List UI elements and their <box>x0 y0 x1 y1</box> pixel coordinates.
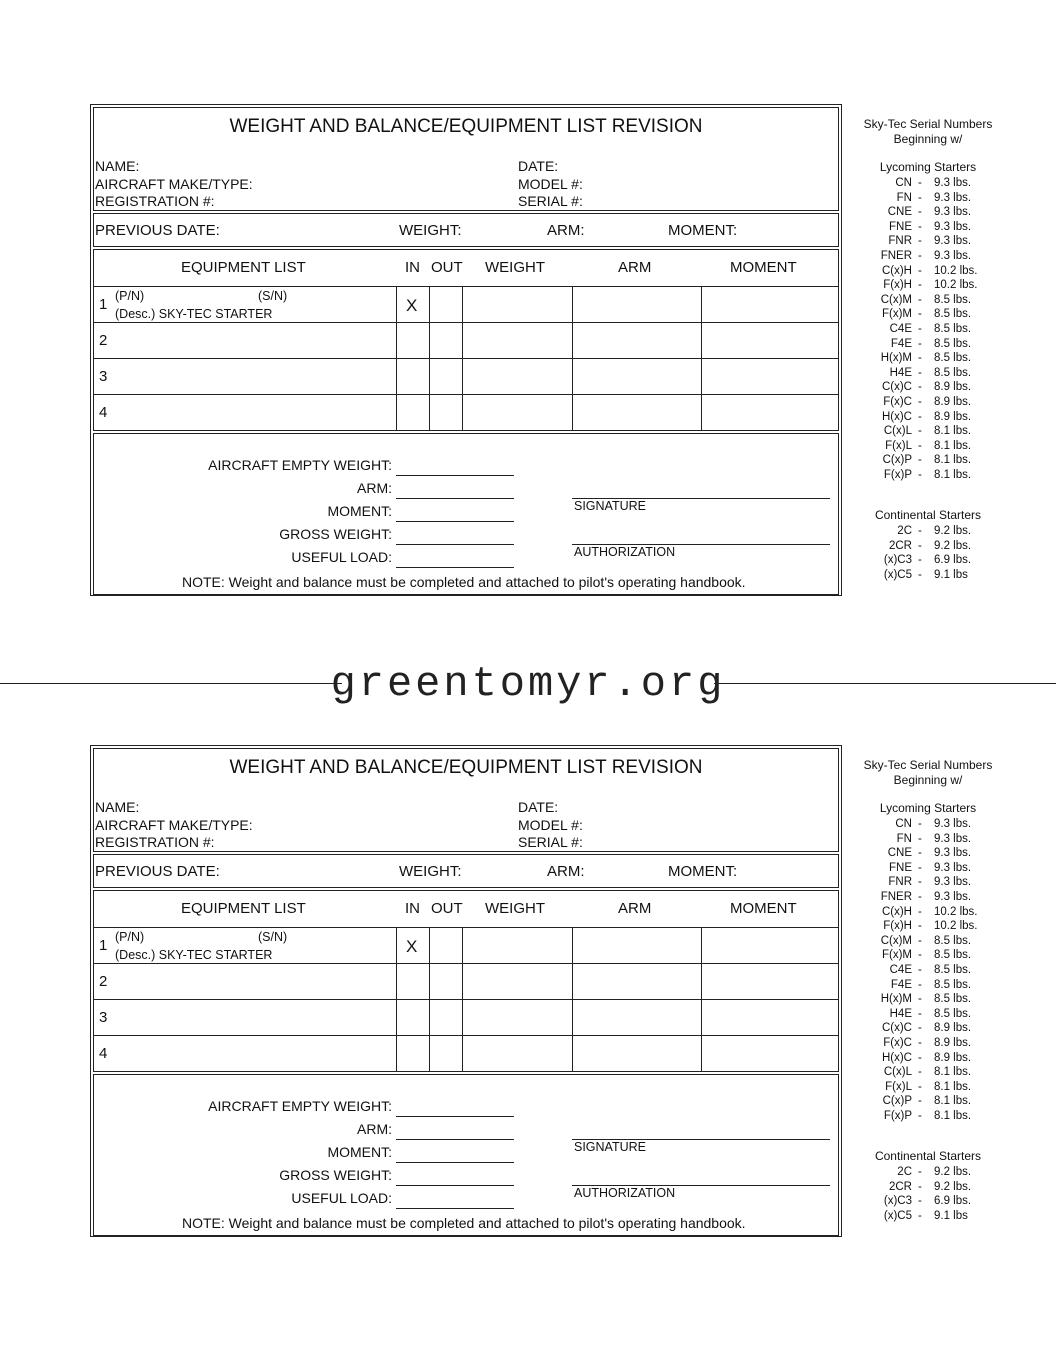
row-number: 2 <box>99 973 108 990</box>
column-header-in: IN <box>405 900 420 917</box>
column-header-weight: WEIGHT <box>485 259 545 276</box>
starter-code: F(x)C <box>883 1037 912 1049</box>
gross-weight-field[interactable] <box>396 1185 514 1186</box>
starter-weight: 8.9 lbs. <box>934 1037 972 1049</box>
starter-code: H4E <box>889 1007 912 1020</box>
table-divider <box>94 1035 838 1036</box>
dash: - <box>918 1209 922 1222</box>
starter-code: H(x)C <box>881 410 912 423</box>
starter-weight: 8.9 lbs. <box>934 1051 972 1064</box>
previous-date-label: PREVIOUS DATE: <box>95 863 220 880</box>
continental-title: Continental Starters <box>874 1149 982 1163</box>
authorization-label: AUTHORIZATION <box>574 1186 676 1200</box>
lycoming-title: Lycoming Starters <box>879 801 977 815</box>
column-header-arm: ARM <box>618 259 652 276</box>
starter-weight: 9.2 lbs. <box>934 539 972 552</box>
starter-code: F4E <box>890 337 912 350</box>
starter-weight: 9.2 lbs. <box>934 525 972 537</box>
starter-weight: 8.5 lbs. <box>934 366 972 379</box>
dash: - <box>918 469 922 481</box>
dash: - <box>918 337 922 350</box>
in-check-mark: X <box>406 937 418 956</box>
starter-code: C(x)P <box>882 454 912 467</box>
starter-code: F(x)H <box>883 920 912 933</box>
column-header-weight: WEIGHT <box>485 900 545 917</box>
serial-number-label: (S/N) <box>258 289 288 303</box>
authorization-label: AUTHORIZATION <box>574 545 676 559</box>
dash: - <box>918 439 922 452</box>
empty-weight-field[interactable] <box>396 475 514 476</box>
serial-label: SERIAL #: <box>518 193 583 209</box>
starter-code: 2C <box>897 525 912 537</box>
starter-code: (x)C3 <box>883 1195 912 1208</box>
previous-date-label: PREVIOUS DATE: <box>95 222 220 239</box>
starter-weight: 6.9 lbs. <box>934 554 972 567</box>
starter-code: C(x)P <box>882 1095 912 1108</box>
starter-weight: 8.5 lbs. <box>934 308 972 321</box>
dash: - <box>918 539 922 552</box>
watermark: greentomyr.org <box>330 660 726 708</box>
dash: - <box>918 920 922 933</box>
starter-weight: 10.2 lbs. <box>934 920 978 933</box>
serial-heading: Sky-Tec Serial Numbers <box>863 117 993 131</box>
starter-weight: 8.1 lbs. <box>934 469 972 481</box>
starter-code: CN <box>895 177 912 189</box>
handbook-note: NOTE: Weight and balance must be completed and attached to pilot's operating handbook. <box>182 574 746 590</box>
dash: - <box>918 525 922 537</box>
dash: - <box>918 425 922 438</box>
arm-field-label: ARM: <box>357 1121 392 1137</box>
starter-weight: 8.5 lbs. <box>934 337 972 350</box>
dash: - <box>918 978 922 991</box>
date-label: DATE: <box>518 158 559 174</box>
starter-weight: 8.5 lbs. <box>934 978 972 991</box>
starter-code: F(x)M <box>881 308 912 321</box>
dash: - <box>918 206 922 219</box>
dash: - <box>918 235 922 248</box>
table-divider <box>94 927 838 928</box>
starter-code: FNE <box>889 861 912 874</box>
starter-weight: 8.5 lbs. <box>934 949 972 962</box>
in-check-mark: X <box>406 296 418 315</box>
form-title: WEIGHT AND BALANCE/EQUIPMENT LIST REVISION <box>229 116 703 137</box>
form-header <box>93 748 839 852</box>
model-label: MODEL #: <box>518 817 583 833</box>
table-column-line <box>429 927 430 1071</box>
dash: - <box>918 554 922 567</box>
dash: - <box>918 1080 922 1093</box>
dash: - <box>918 993 922 1006</box>
dash: - <box>918 1110 922 1122</box>
starter-weight: 9.3 lbs. <box>934 876 972 889</box>
dash: - <box>918 381 922 394</box>
starter-weight: 8.9 lbs. <box>934 1022 972 1035</box>
starter-code: F(x)P <box>883 469 912 481</box>
starter-code: CN <box>895 818 912 830</box>
serial-numbers-panel <box>852 758 1004 1222</box>
weight-balance-form <box>90 745 842 1237</box>
column-header-moment: MOMENT <box>730 900 797 917</box>
starter-weight: 8.5 lbs. <box>934 323 972 335</box>
dash: - <box>918 410 922 423</box>
arm-field[interactable] <box>396 498 514 499</box>
starter-weight: 8.9 lbs. <box>934 410 972 423</box>
starter-code: (x)C3 <box>883 554 912 567</box>
weight-balance-form <box>90 104 842 596</box>
starter-code: H(x)M <box>880 993 912 1006</box>
starter-code: (x)C5 <box>883 1209 912 1222</box>
table-divider <box>94 999 838 1000</box>
dash: - <box>918 1195 922 1208</box>
name-label: NAME: <box>95 158 140 174</box>
starter-weight: 8.1 lbs. <box>934 439 972 452</box>
dash: - <box>918 366 922 379</box>
signature-label: SIGNATURE <box>574 1140 646 1154</box>
starter-code: FNER <box>880 891 912 903</box>
serial-subheading: Beginning w/ <box>893 773 963 787</box>
dash: - <box>918 1051 922 1064</box>
name-label: NAME: <box>95 799 140 815</box>
row-number: 2 <box>99 332 108 349</box>
starter-weight: 9.3 lbs. <box>934 847 972 860</box>
lycoming-title: Lycoming Starters <box>879 160 977 174</box>
table-divider <box>94 358 838 359</box>
dash: - <box>918 861 922 874</box>
table-column-line <box>396 927 397 1071</box>
dash: - <box>918 832 922 845</box>
empty-weight-label: AIRCRAFT EMPTY WEIGHT: <box>208 1098 392 1114</box>
table-divider <box>94 322 838 323</box>
column-header-equipment: EQUIPMENT LIST <box>181 900 306 917</box>
starter-weight: 9.3 lbs. <box>934 220 972 233</box>
starter-code: 2CR <box>888 539 912 552</box>
starter-code: FNR <box>888 876 912 889</box>
signature-label: SIGNATURE <box>574 499 646 513</box>
dash: - <box>918 264 922 277</box>
empty-weight-label: AIRCRAFT EMPTY WEIGHT: <box>208 457 392 473</box>
starter-code: (x)C5 <box>883 568 912 581</box>
model-label: MODEL #: <box>518 176 583 192</box>
date-label: DATE: <box>518 799 559 815</box>
starter-code: C(x)M <box>880 293 912 306</box>
table-divider <box>94 963 838 964</box>
useful-load-label: USEFUL LOAD: <box>291 1190 392 1206</box>
starter-code: F(x)C <box>883 396 912 408</box>
arm-field[interactable] <box>396 1139 514 1140</box>
starter-weight: 8.5 lbs. <box>934 993 972 1006</box>
previous-values-bar <box>93 854 839 888</box>
dash: - <box>918 1022 922 1035</box>
empty-weight-field[interactable] <box>396 1116 514 1117</box>
dash: - <box>918 891 922 903</box>
starter-weight: 8.5 lbs. <box>934 964 972 976</box>
previous-moment-label: MOMENT: <box>668 222 738 239</box>
aircraft-make-label: AIRCRAFT MAKE/TYPE: <box>95 176 253 192</box>
serial-subheading: Beginning w/ <box>893 132 963 146</box>
moment-field-label: MOMENT: <box>327 503 392 519</box>
description-label: (Desc.) SKY-TEC STARTER <box>115 307 273 321</box>
useful-load-label: USEFUL LOAD: <box>291 549 392 565</box>
gross-weight-label: GROSS WEIGHT: <box>279 526 392 542</box>
starter-code: CNE <box>887 206 912 219</box>
starter-weight: 9.1 lbs <box>934 568 968 581</box>
starter-code: FN <box>896 832 912 845</box>
column-header-moment: MOMENT <box>730 259 797 276</box>
starter-weight: 9.3 lbs. <box>934 177 972 189</box>
starter-weight: 8.1 lbs. <box>934 1110 972 1122</box>
table-column-line <box>701 286 702 430</box>
dash: - <box>918 568 922 581</box>
starter-weight: 9.2 lbs. <box>934 1180 972 1193</box>
starter-code: C(x)C <box>881 381 912 394</box>
starter-code: C(x)L <box>883 1066 912 1079</box>
starter-code: FNE <box>889 220 912 233</box>
column-header-in: IN <box>405 259 420 276</box>
starter-weight: 10.2 lbs. <box>934 264 978 277</box>
dash: - <box>918 293 922 306</box>
starter-code: F(x)L <box>885 439 912 452</box>
useful-load-field[interactable] <box>396 567 514 568</box>
table-column-line <box>572 927 573 1071</box>
dash: - <box>918 396 922 408</box>
serial-numbers-panel <box>852 117 1004 581</box>
table-column-line <box>701 927 702 1071</box>
starter-code: F4E <box>890 978 912 991</box>
starter-code: F(x)L <box>885 1080 912 1093</box>
starter-code: F(x)M <box>881 949 912 962</box>
starter-code: C4E <box>889 323 912 335</box>
starter-code: CNE <box>887 847 912 860</box>
useful-load-field[interactable] <box>396 1208 514 1209</box>
starter-code: 2CR <box>888 1180 912 1193</box>
starter-weight: 9.3 lbs. <box>934 891 972 903</box>
starter-weight: 9.2 lbs. <box>934 1166 972 1178</box>
dash: - <box>918 454 922 467</box>
description-label: (Desc.) SKY-TEC STARTER <box>115 948 273 962</box>
starter-weight: 9.3 lbs. <box>934 250 972 262</box>
row-number: 1 <box>99 937 108 954</box>
starter-code: C(x)H <box>881 905 912 918</box>
starter-weight: 9.3 lbs. <box>934 861 972 874</box>
dash: - <box>918 1066 922 1079</box>
equipment-table <box>93 249 839 431</box>
moment-field[interactable] <box>396 1162 514 1163</box>
totals-section <box>93 1074 839 1236</box>
totals-section <box>93 433 839 595</box>
table-column-line <box>396 286 397 430</box>
column-header-out: OUT <box>431 900 463 917</box>
equipment-table <box>93 890 839 1072</box>
continental-title: Continental Starters <box>874 508 982 522</box>
dash: - <box>918 220 922 233</box>
previous-weight-label: WEIGHT: <box>399 863 462 880</box>
starter-weight: 9.3 lbs. <box>934 206 972 219</box>
row-number: 3 <box>99 368 108 385</box>
starter-weight: 8.1 lbs. <box>934 1095 972 1108</box>
column-header-equipment: EQUIPMENT LIST <box>181 259 306 276</box>
starter-weight: 10.2 lbs. <box>934 905 978 918</box>
starter-code: 2C <box>897 1166 912 1178</box>
table-divider <box>94 286 838 287</box>
dash: - <box>918 308 922 321</box>
starter-code: H(x)C <box>881 1051 912 1064</box>
moment-field[interactable] <box>396 521 514 522</box>
starter-weight: 8.9 lbs. <box>934 381 972 394</box>
serial-number-label: (S/N) <box>258 930 288 944</box>
row-number: 4 <box>99 404 108 421</box>
dash: - <box>918 1007 922 1020</box>
dash: - <box>918 279 922 292</box>
dash: - <box>918 934 922 947</box>
starter-code: H4E <box>889 366 912 379</box>
starter-weight: 9.3 lbs. <box>934 832 972 845</box>
row-number: 3 <box>99 1009 108 1026</box>
dash: - <box>918 905 922 918</box>
form-title: WEIGHT AND BALANCE/EQUIPMENT LIST REVISION <box>229 757 703 778</box>
starter-weight: 10.2 lbs. <box>934 279 978 292</box>
previous-values-bar <box>93 213 839 247</box>
previous-weight-label: WEIGHT: <box>399 222 462 239</box>
arm-field-label: ARM: <box>357 480 392 496</box>
previous-arm-label: ARM: <box>547 222 585 239</box>
serial-heading: Sky-Tec Serial Numbers <box>863 758 993 772</box>
dash: - <box>918 191 922 204</box>
starter-weight: 8.1 lbs. <box>934 1066 972 1079</box>
dash: - <box>918 1095 922 1108</box>
aircraft-make-label: AIRCRAFT MAKE/TYPE: <box>95 817 253 833</box>
row-number: 4 <box>99 1045 108 1062</box>
starter-weight: 8.1 lbs. <box>934 425 972 438</box>
part-number-label: (P/N) <box>115 289 145 303</box>
column-header-arm: ARM <box>618 900 652 917</box>
registration-label: REGISTRATION #: <box>95 193 215 209</box>
moment-field-label: MOMENT: <box>327 1144 392 1160</box>
starter-weight: 8.1 lbs. <box>934 454 972 467</box>
form-header <box>93 107 839 211</box>
dash: - <box>918 949 922 962</box>
dash: - <box>918 177 922 189</box>
handbook-note: NOTE: Weight and balance must be completed and attached to pilot's operating handbook. <box>182 1215 746 1231</box>
starter-weight: 6.9 lbs. <box>934 1195 972 1208</box>
dash: - <box>918 1180 922 1193</box>
row-number: 1 <box>99 296 108 313</box>
starter-weight: 8.5 lbs. <box>934 352 972 365</box>
starter-code: FNR <box>888 235 912 248</box>
dash: - <box>918 847 922 860</box>
dash: - <box>918 876 922 889</box>
starter-code: C4E <box>889 964 912 976</box>
starter-weight: 8.1 lbs. <box>934 1080 972 1093</box>
starter-code: C(x)L <box>883 425 912 438</box>
serial-label: SERIAL #: <box>518 834 583 850</box>
starter-weight: 8.5 lbs. <box>934 934 972 947</box>
dash: - <box>918 352 922 365</box>
starter-code: H(x)M <box>880 352 912 365</box>
dash: - <box>918 1037 922 1049</box>
starter-weight: 8.9 lbs. <box>934 396 972 408</box>
table-column-line <box>429 286 430 430</box>
starter-weight: 9.3 lbs. <box>934 818 972 830</box>
dash: - <box>918 323 922 335</box>
previous-moment-label: MOMENT: <box>668 863 738 880</box>
table-column-line <box>572 286 573 430</box>
table-column-line <box>462 286 463 430</box>
starter-code: C(x)H <box>881 264 912 277</box>
starter-weight: 8.5 lbs. <box>934 293 972 306</box>
dash: - <box>918 964 922 976</box>
starter-code: F(x)H <box>883 279 912 292</box>
starter-weight: 9.1 lbs <box>934 1209 968 1222</box>
table-column-line <box>462 927 463 1071</box>
dash: - <box>918 1166 922 1178</box>
gross-weight-field[interactable] <box>396 544 514 545</box>
starter-code: FNER <box>880 250 912 262</box>
starter-weight: 9.3 lbs. <box>934 235 972 248</box>
dash: - <box>918 818 922 830</box>
starter-code: C(x)C <box>881 1022 912 1035</box>
part-number-label: (P/N) <box>115 930 145 944</box>
registration-label: REGISTRATION #: <box>95 834 215 850</box>
starter-code: F(x)P <box>883 1110 912 1122</box>
column-header-out: OUT <box>431 259 463 276</box>
dash: - <box>918 250 922 262</box>
table-divider <box>94 394 838 395</box>
starter-weight: 9.3 lbs. <box>934 191 972 204</box>
gross-weight-label: GROSS WEIGHT: <box>279 1167 392 1183</box>
starter-code: C(x)M <box>880 934 912 947</box>
starter-code: FN <box>896 191 912 204</box>
starter-weight: 8.5 lbs. <box>934 1007 972 1020</box>
previous-arm-label: ARM: <box>547 863 585 880</box>
